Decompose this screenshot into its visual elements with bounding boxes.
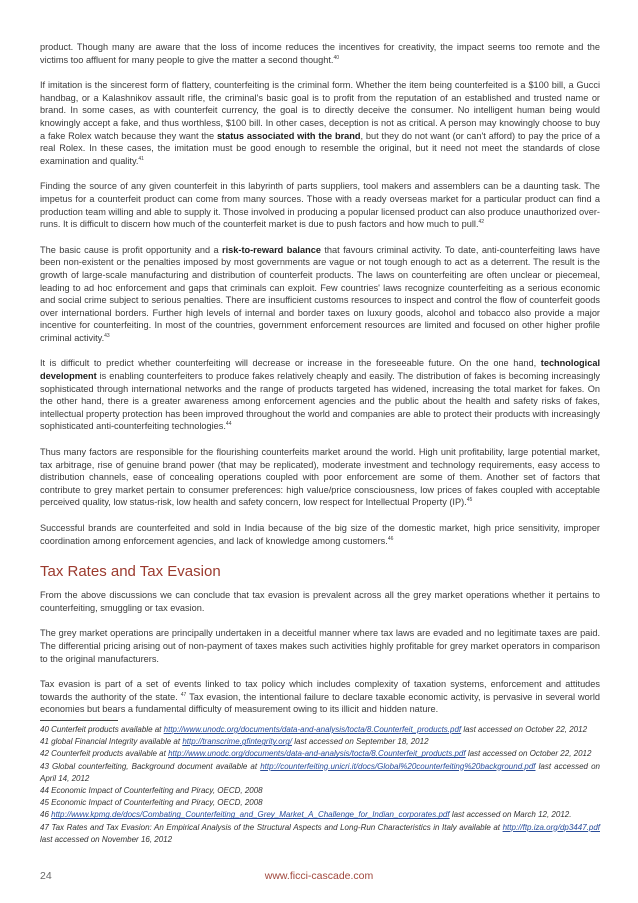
- paragraph: [40, 446, 600, 509]
- text-run: that favours criminal activity. To date, anti-counterfeiting laws have been non-existent or the penalties imposed by most governments are vague or not tough enough to act as a deterrent. The result is the growth of large-scale manufacturing and distribution of counterfeit products. The laws on counterfeiting are often unclear or piecemeal, leading to ad hoc enforcement and gaps that criminals can exploit. Few countries' laws recognize counterfeiting as a serious economic and social crime subject to serious penalties. There are insufficient customs resources to inspect and control the flow of counterfeit goods over international borders. Further high levels of internal and border taxes on luxury goods, alcohol and tobacco also provide a major incentive for counterfeiting. In most of the countries, government enforcement resources are limited and focused on other higher profile criminal activity.: [40, 244, 600, 343]
- text-run: 42 Counterfeit products available at: [40, 749, 169, 759]
- text-run: Tax evasion, the intentional failure to declare taxable economic activity, is pervasive in several world economies but bears a fundamental difficulty of measurement owing to its illicit and hidden nature.: [40, 691, 600, 715]
- footnote-separator: [40, 720, 118, 721]
- footnote: [40, 809, 600, 821]
- text-run: last accessed on October 22, 2012: [461, 724, 588, 734]
- text-run: last accessed on April 14, 2012: [40, 761, 600, 783]
- text-run: It is difficult to predict whether counterfeiting will decrease or increase in the foreseeable future. On the one hand,: [40, 358, 541, 369]
- page-content: [40, 41, 600, 846]
- text-run: The basic cause is profit opportunity and a: [40, 244, 223, 255]
- text-run: last accessed on September 18, 2012: [291, 737, 429, 747]
- footnote-link[interactable]: http://www.unodc.org/documents/data-and-analysis/tocta/8.Counterfeit_products.pdf: [163, 724, 462, 734]
- bold-phrase: risk-to-reward balance: [222, 244, 321, 255]
- paragraph: [40, 589, 600, 614]
- text-run: Tax evasion is part of a set of events linked to tax policy which includes complexity of taxation systems, enforcement and attitudes towards the authority of the state.: [40, 679, 600, 702]
- text-run: The grey market operations are principally undertaken in a deceitful manner where tax laws are evaded and no legitimate taxes are paid. The differential pricing arising out of non-payment of taxes makes such activities highly profitable for grey market operators in comparison to the original manufacturers.: [40, 628, 600, 664]
- paragraph: [40, 180, 600, 230]
- footnote-reference: 43: [104, 332, 110, 339]
- footnote-reference: 47: [180, 691, 187, 698]
- text-run: , but they do not want (or can't afford) to pay the price of a real Rolex. In these cases, the imitation must be good enough to resemble the original, but it need not meet the standards of close examination and quality.: [40, 130, 600, 166]
- paragraph: [40, 357, 600, 433]
- bold-phrase: technological development: [40, 358, 600, 382]
- footnote: [40, 822, 600, 846]
- paragraph: [40, 627, 600, 665]
- text-run: is enabling counterfeiters to produce fakes relatively cheaply and easily. The distribution of fakes is becoming increasingly sophisticated through international networks and the range of products targeted has widened, increasing the total market for fakes. On the other hand, there is a greater awareness among enforcement agencies and the public about the health and safety risks of fakes, intellectual property protection has been improved throughout the world and companies are able to protect their products with increasingly sophisticated anti-counterfeiting technologies.: [40, 371, 600, 432]
- footnote-reference: 44: [225, 421, 232, 428]
- page-number: 24: [40, 870, 52, 882]
- text-run: 47 Tax Rates and Tax Evasion: An Empirical Analysis of the Structural Aspects and Long-Run Characteristics in Italy available at: [40, 822, 503, 832]
- text-run: From the above discussions we can conclude that tax evasion is prevalent across all the grey market operations whether it pertains to counterfeiting, smuggling or tax evasion.: [40, 590, 600, 613]
- footnote-reference: 41: [138, 155, 144, 162]
- footnote: [40, 736, 600, 748]
- text-run: 43 Global counterfeiting, Background document available at: [40, 761, 261, 771]
- section-heading: Tax Rates and Tax Evasion: [40, 563, 221, 581]
- footnote-reference: 46: [387, 535, 394, 542]
- text-run: last accessed on November 16, 2012: [40, 834, 173, 844]
- paragraph: [40, 79, 600, 167]
- text-run: last accessed on October 22, 2012: [465, 749, 592, 759]
- footnotes: [40, 724, 600, 846]
- bold-phrase: status associated with the brand: [216, 130, 361, 141]
- footnote: [40, 724, 600, 736]
- footnote-link[interactable]: http://ftp.iza.org/dp3447.pdf: [502, 822, 600, 832]
- footnote: [40, 785, 600, 797]
- text-run: 41 global Financial Integrity available at: [40, 737, 183, 747]
- paragraph: [40, 678, 600, 716]
- footnote-link[interactable]: http://counterfeiting.unicri.it/docs/Global%20counterfeiting%20background.pdf: [260, 761, 536, 771]
- text-run: 46: [40, 810, 52, 820]
- section-body-text: [40, 589, 600, 716]
- text-run: If imitation is the sincerest form of flattery, counterfeiting is the criminal form. Whether the item being counterfeited is a $100 bill, a Gucci handbag, or a Kalashnikov assault rifle, the criminal's basic goal is to profit from the reputation of an established and trusted name or brand. In some cases, as with counterfeit currency, the goal is to directly deceive the consumer. No intelligent human being would knowingly accept a fake, and thus worthless, $100 bill. In other cases, deception is not as critical. A person may knowingly choose to buy a fake Rolex watch because they want the: [40, 80, 600, 141]
- paragraph: [40, 41, 600, 66]
- text-run: 44 Economic Impact of Counterfeiting and Piracy, OECD, 2008: [40, 785, 263, 795]
- paragraph: [40, 244, 600, 345]
- paragraph: [40, 522, 600, 547]
- text-run: Successful brands are counterfeited and sold in India because of the big size of the domestic market, high price sensitivity, improper coordination among enforcement agencies, and lack of knowledge among customers.: [40, 523, 600, 546]
- footnote-link[interactable]: http://www.kpmg.de/docs/Combating_Counterfeiting_and_Grey_Market_A_Challenge_for_Indian_corporates.pdf: [51, 810, 450, 820]
- footnote-link[interactable]: http://www.unodc.org/documents/data-and-analysis/tocta/8.Counterfeit_products.pdf: [168, 749, 466, 759]
- footnote: [40, 748, 600, 760]
- footnote-reference: 42: [478, 219, 485, 226]
- text-run: product. Though many are aware that the loss of income reduces the incentives for creativity, the impact seems too remote and the victims too affluent for many people to give the matter a second thought.: [40, 42, 600, 65]
- footnote: [40, 797, 600, 809]
- footnote: [40, 761, 600, 785]
- text-run: Finding the source of any given counterfeit in this labyrinth of parts suppliers, tool makers and assemblers can be a daunting task. The impetus for a counterfeit product can come from many sources. Those with a ready overseas market for a particular product can find a production team willing and able to supply it. Those involved in producing a popular licensed product can also produce unauthorized over-runs. It is difficult to discern how much of the counterfeit market is due to push factors and how much to pull.: [40, 181, 600, 230]
- text-run: 45 Economic Impact of Counterfeiting and Piracy, OECD, 2008: [40, 798, 263, 808]
- text-run: Thus many factors are responsible for the flourishing counterfeits market around the world. High unit profitability, large potential market, tax arbitrage, rise of genuine brand power (that may be replicated), moderate investment and technology requirements, easy access to distribution channels, ease of concealing operations coupled with poor enforcement are some of them. Another set of factors that contribute to grey market pertain to consumer preferences: high value/price consciousness, low prices of fakes coupled with acceptable perceived quality, low status-risk, low health and safety concern, low respect for Intellectual Property (IP).: [40, 447, 600, 508]
- footnote-reference: 40: [333, 54, 340, 61]
- text-run: last accessed on March 12, 2012.: [449, 810, 572, 820]
- footnote-reference: 45: [466, 497, 473, 504]
- text-run: 40 Cunterfeit products available at: [40, 724, 164, 734]
- body-text: [40, 41, 600, 547]
- footer-website[interactable]: www.ficci-cascade.com: [264, 870, 374, 882]
- footnote-link[interactable]: http://transcrime.gfintegrity.org/: [182, 737, 292, 747]
